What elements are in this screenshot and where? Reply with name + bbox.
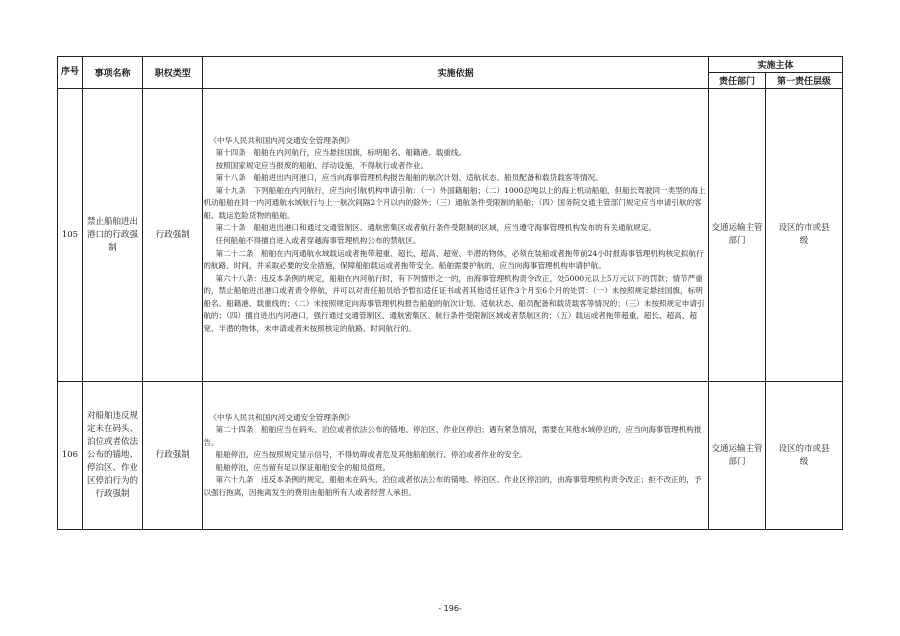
row-power-type: 行政强制 [143, 382, 203, 530]
row-seq: 106 [58, 382, 83, 530]
basis-paragraph: 按照国家规定应当报废的船舶、浮动设施，不得航行或者作业。 [215, 160, 429, 170]
enforcement-table [57, 56, 843, 530]
row-dept: 交通运输主管部门 [709, 89, 766, 382]
header-seq: 序号 [58, 57, 83, 89]
basis-paragraph: 第二十二条 船舶在内河通航水域载运或者拖带超重、超长、超高、超宽、半潜的物体，必须在装船或者拖带前24小时报海事管理机构核定拟航行的航路、时间，并采取必要的安全措施，保障船舶载运或者拖带安全。船舶需要护航的，应当向海事管理机构申请护航。 [203, 248, 704, 271]
row-item-name: 对船舶违反规定未在码头、泊位或者依法公布的锚地、停泊区、作业区停泊行为的行政强制 [82, 382, 142, 530]
row-item-name: 禁止船舶进出港口的行政强制 [82, 89, 142, 382]
header-item-name: 事项名称 [82, 57, 142, 89]
page-number: - 196- [438, 604, 462, 613]
header-basis: 实施依据 [203, 57, 709, 89]
header-level: 第一责任层级 [766, 73, 843, 89]
row-seq: 105 [58, 89, 83, 382]
header-power-type: 职权类型 [143, 57, 203, 89]
basis-paragraph: 第十九条 下列船舶在内河航行，应当向引航机构申请引航：（一）外国籍船舶；（二）1000总吨以上的海上机动船舶，但船长驾驶同一类型的海上机动船舶在同一内河通航水域航行与上一航次间隔2个月以内的除外；（三）通航条件受限制的船舶；（四）国务院交通主管部门规定应当申请引航的客船、载运危险货物的船舶。 [203, 185, 706, 220]
row-basis [203, 382, 709, 530]
basis-paragraph: 船舶停泊，应当留有足以保证船舶安全的船员值班。 [215, 462, 391, 472]
basis-paragraph: 第六十八条：违反本条例的规定，船舶在内河航行时，有下列情形之一的，由海事管理机构责令改正，处5000元以上5万元以下的罚款；情节严重的，禁止船舶进出港口或者责令停航，并可以对责任船员给予暂扣适任证书或者其他适任证件3个月至6个月的处罚：（一）未按照规定悬挂国旗，标明船名、船籍港、载重线的；（二）未按照规定向海事管理机构报告船舶的航次计划、适航状态、船员配备和载货载客等情况的；（三）未按照规定申请引航的；（四）擅自进出内河港口，强行通过交通管制区、通航密集区、航行条件受限制区域或者禁航区的；（五）载运或者拖带超重、超长、超高、超宽、半潜的物体，未申请或者未按照核定的航路、时间航行的。 [203, 273, 705, 333]
row-dept: 交通运输主管部门 [709, 382, 766, 530]
basis-title: 《中华人民共和国内河交通安全管理条例》 [209, 412, 354, 422]
row-power-type: 行政强制 [143, 89, 203, 382]
basis-paragraph: 第十四条 船舶在内河航行，应当悬挂国旗，标明船名、船籍港、载重线。 [215, 148, 467, 158]
table-row [58, 382, 843, 530]
row-level: 设区的市或县级 [766, 382, 843, 530]
basis-paragraph: 任何船舶不得擅自进入或者穿越海事管理机构公布的禁航区。 [215, 236, 421, 245]
basis-title: 《中华人民共和国内河交通安全管理条例》 [209, 135, 354, 145]
basis-paragraph: 第二十条 船舶进出港口和通过交通管制区、通航密集区或者航行条件受限制的区域，应当遵守海事管理机构发布的有关通航规定。 [215, 223, 656, 233]
header-dept: 责任部门 [709, 73, 766, 89]
row-basis [203, 89, 709, 382]
basis-paragraph: 第十八条 船舶进出内河港口，应当向海事管理机构报告船舶的航次计划、适航状态、船员配备和载货载客等情况。 [215, 173, 603, 183]
basis-paragraph: 第二十四条 船舶应当在码头、泊位或者依法公布的锚地、停泊区、作业区停泊；遇有紧急情况，需要在其他水域停泊的，应当向海事管理机构报告。 [203, 425, 702, 447]
table-row [58, 89, 843, 382]
basis-paragraph: 第六十九条 违反本条例的规定，船舶未在码头、泊位或者依法公布的锚地、停泊区、作业区停泊的，由海事管理机构责令改正；拒不改正的，予以强行拖离，因拖离发生的费用由船舶所有人或者经营人承担。 [203, 475, 702, 497]
row-level: 设区的市或县级 [766, 89, 843, 382]
basis-paragraph: 船舶停泊，应当按照规定显示信号，不得妨碍或者危及其他船舶航行、停泊或者作业的安全。 [215, 450, 527, 460]
header-subject: 实施主体 [709, 57, 843, 73]
